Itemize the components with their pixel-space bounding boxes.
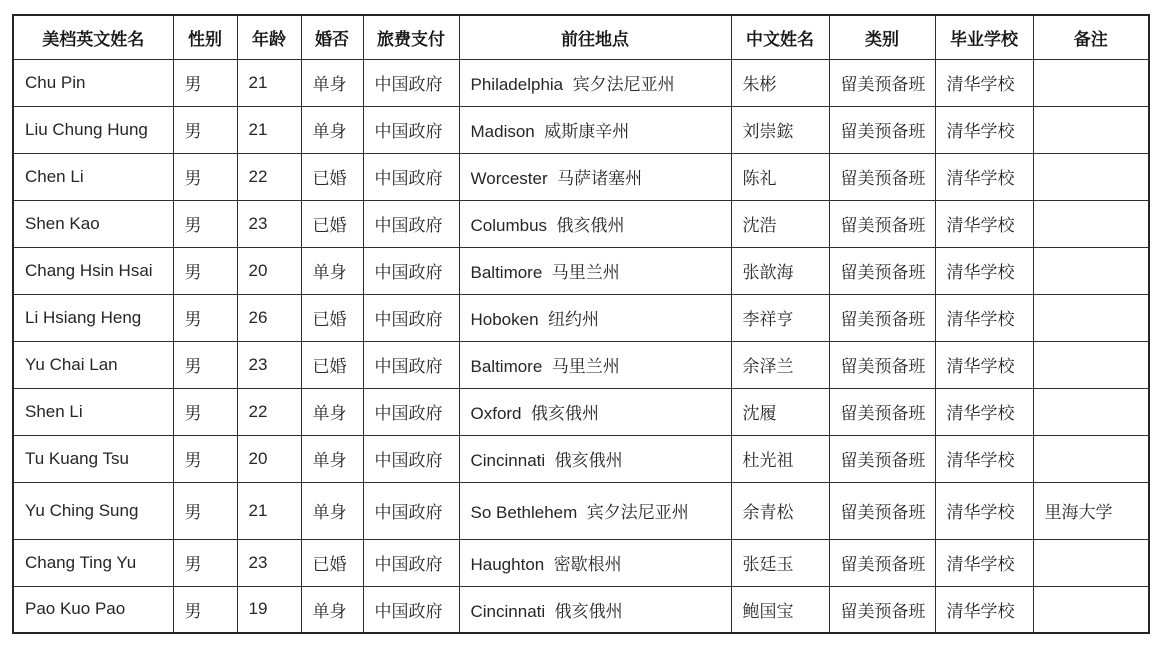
cell-category: 留美预备班 <box>829 294 935 341</box>
cell-graduated-school: 清华学校 <box>935 200 1033 247</box>
table-row <box>13 153 1149 200</box>
cell-chinese-name: 余青松 <box>731 482 829 539</box>
cell-remarks <box>1033 106 1149 153</box>
column-header-category: 类别 <box>829 15 935 59</box>
cell-english-name: Chu Pin <box>13 59 173 106</box>
cell-english-name: Chen Li <box>13 153 173 200</box>
cell-marital-status: 单身 <box>301 106 363 153</box>
cell-category: 留美预备班 <box>829 59 935 106</box>
cell-gender: 男 <box>173 435 237 482</box>
cell-destination: Madison 威斯康辛州 <box>459 106 731 153</box>
cell-english-name: Chang Hsin Hsai <box>13 247 173 294</box>
cell-english-name: Yu Chai Lan <box>13 341 173 388</box>
cell-marital-status: 已婚 <box>301 539 363 586</box>
cell-category: 留美预备班 <box>829 247 935 294</box>
cell-travel-payment: 中国政府 <box>363 435 459 482</box>
cell-english-name: Chang Ting Yu <box>13 539 173 586</box>
cell-remarks <box>1033 341 1149 388</box>
students-table <box>12 14 1150 634</box>
cell-graduated-school: 清华学校 <box>935 539 1033 586</box>
cell-travel-payment: 中国政府 <box>363 247 459 294</box>
cell-destination: Cincinnati 俄亥俄州 <box>459 435 731 482</box>
cell-chinese-name: 张歆海 <box>731 247 829 294</box>
cell-graduated-school: 清华学校 <box>935 59 1033 106</box>
cell-graduated-school: 清华学校 <box>935 482 1033 539</box>
cell-gender: 男 <box>173 586 237 633</box>
cell-english-name: Li Hsiang Heng <box>13 294 173 341</box>
column-header-destination: 前往地点 <box>459 15 731 59</box>
cell-graduated-school: 清华学校 <box>935 153 1033 200</box>
cell-category: 留美预备班 <box>829 586 935 633</box>
cell-category: 留美预备班 <box>829 106 935 153</box>
cell-graduated-school: 清华学校 <box>935 106 1033 153</box>
cell-travel-payment: 中国政府 <box>363 106 459 153</box>
cell-destination: Oxford 俄亥俄州 <box>459 388 731 435</box>
cell-gender: 男 <box>173 247 237 294</box>
column-header-gender: 性别 <box>173 15 237 59</box>
cell-marital-status: 已婚 <box>301 153 363 200</box>
cell-marital-status: 单身 <box>301 247 363 294</box>
cell-travel-payment: 中国政府 <box>363 388 459 435</box>
cell-graduated-school: 清华学校 <box>935 586 1033 633</box>
cell-chinese-name: 鲍国宝 <box>731 586 829 633</box>
cell-age: 26 <box>237 294 301 341</box>
cell-age: 23 <box>237 341 301 388</box>
cell-age: 20 <box>237 435 301 482</box>
cell-chinese-name: 朱彬 <box>731 59 829 106</box>
cell-age: 21 <box>237 59 301 106</box>
cell-category: 留美预备班 <box>829 435 935 482</box>
cell-destination: Philadelphia 宾夕法尼亚州 <box>459 59 731 106</box>
cell-travel-payment: 中国政府 <box>363 59 459 106</box>
cell-marital-status: 单身 <box>301 482 363 539</box>
cell-gender: 男 <box>173 341 237 388</box>
column-header-graduated-school: 毕业学校 <box>935 15 1033 59</box>
cell-remarks <box>1033 294 1149 341</box>
cell-category: 留美预备班 <box>829 388 935 435</box>
table-row <box>13 247 1149 294</box>
cell-remarks <box>1033 388 1149 435</box>
column-header-age: 年龄 <box>237 15 301 59</box>
cell-destination: Hoboken 纽约州 <box>459 294 731 341</box>
cell-remarks: 里海大学 <box>1033 482 1149 539</box>
cell-marital-status: 已婚 <box>301 341 363 388</box>
cell-category: 留美预备班 <box>829 341 935 388</box>
column-header-remarks: 备注 <box>1033 15 1149 59</box>
cell-remarks <box>1033 586 1149 633</box>
cell-travel-payment: 中国政府 <box>363 341 459 388</box>
table-row <box>13 539 1149 586</box>
cell-graduated-school: 清华学校 <box>935 435 1033 482</box>
table-row <box>13 435 1149 482</box>
cell-category: 留美预备班 <box>829 153 935 200</box>
cell-destination: Baltimore 马里兰州 <box>459 341 731 388</box>
table-row <box>13 200 1149 247</box>
column-header-english-name: 美档英文姓名 <box>13 15 173 59</box>
table-row <box>13 388 1149 435</box>
cell-chinese-name: 陈礼 <box>731 153 829 200</box>
cell-age: 20 <box>237 247 301 294</box>
cell-destination: So Bethlehem 宾夕法尼亚州 <box>459 482 731 539</box>
header-row <box>13 15 1149 59</box>
cell-chinese-name: 刘崇鋐 <box>731 106 829 153</box>
cell-marital-status: 单身 <box>301 388 363 435</box>
cell-remarks <box>1033 59 1149 106</box>
cell-destination: Haughton 密歇根州 <box>459 539 731 586</box>
cell-travel-payment: 中国政府 <box>363 586 459 633</box>
cell-destination: Columbus 俄亥俄州 <box>459 200 731 247</box>
cell-graduated-school: 清华学校 <box>935 341 1033 388</box>
cell-age: 22 <box>237 388 301 435</box>
table-row <box>13 482 1149 539</box>
cell-age: 23 <box>237 200 301 247</box>
cell-chinese-name: 杜光祖 <box>731 435 829 482</box>
cell-remarks <box>1033 200 1149 247</box>
cell-category: 留美预备班 <box>829 482 935 539</box>
cell-chinese-name: 张廷玉 <box>731 539 829 586</box>
table-row <box>13 294 1149 341</box>
cell-travel-payment: 中国政府 <box>363 294 459 341</box>
table-head <box>13 15 1149 59</box>
cell-marital-status: 单身 <box>301 586 363 633</box>
cell-english-name: Liu Chung Hung <box>13 106 173 153</box>
cell-travel-payment: 中国政府 <box>363 539 459 586</box>
table-row <box>13 586 1149 633</box>
cell-gender: 男 <box>173 482 237 539</box>
table-body <box>13 59 1149 633</box>
cell-remarks <box>1033 153 1149 200</box>
cell-destination: Baltimore 马里兰州 <box>459 247 731 294</box>
table-row <box>13 106 1149 153</box>
cell-marital-status: 单身 <box>301 59 363 106</box>
cell-chinese-name: 沈履 <box>731 388 829 435</box>
cell-category: 留美预备班 <box>829 200 935 247</box>
cell-chinese-name: 李祥亨 <box>731 294 829 341</box>
cell-chinese-name: 沈浩 <box>731 200 829 247</box>
cell-travel-payment: 中国政府 <box>363 153 459 200</box>
cell-gender: 男 <box>173 539 237 586</box>
cell-gender: 男 <box>173 200 237 247</box>
cell-chinese-name: 余泽兰 <box>731 341 829 388</box>
cell-age: 21 <box>237 482 301 539</box>
cell-english-name: Shen Li <box>13 388 173 435</box>
table-row <box>13 341 1149 388</box>
cell-destination: Worcester 马萨诸塞州 <box>459 153 731 200</box>
cell-age: 19 <box>237 586 301 633</box>
cell-english-name: Yu Ching Sung <box>13 482 173 539</box>
cell-marital-status: 单身 <box>301 435 363 482</box>
column-header-chinese-name: 中文姓名 <box>731 15 829 59</box>
cell-remarks <box>1033 435 1149 482</box>
cell-remarks <box>1033 247 1149 294</box>
cell-category: 留美预备班 <box>829 539 935 586</box>
cell-travel-payment: 中国政府 <box>363 200 459 247</box>
cell-english-name: Shen Kao <box>13 200 173 247</box>
cell-travel-payment: 中国政府 <box>363 482 459 539</box>
cell-gender: 男 <box>173 388 237 435</box>
table-row <box>13 59 1149 106</box>
cell-gender: 男 <box>173 294 237 341</box>
column-header-travel-payment: 旅费支付 <box>363 15 459 59</box>
cell-gender: 男 <box>173 106 237 153</box>
cell-remarks <box>1033 539 1149 586</box>
cell-age: 23 <box>237 539 301 586</box>
cell-age: 22 <box>237 153 301 200</box>
cell-graduated-school: 清华学校 <box>935 294 1033 341</box>
cell-graduated-school: 清华学校 <box>935 388 1033 435</box>
cell-age: 21 <box>237 106 301 153</box>
cell-gender: 男 <box>173 153 237 200</box>
cell-english-name: Pao Kuo Pao <box>13 586 173 633</box>
cell-marital-status: 已婚 <box>301 200 363 247</box>
cell-graduated-school: 清华学校 <box>935 247 1033 294</box>
cell-gender: 男 <box>173 59 237 106</box>
column-header-marital-status: 婚否 <box>301 15 363 59</box>
cell-english-name: Tu Kuang Tsu <box>13 435 173 482</box>
cell-marital-status: 已婚 <box>301 294 363 341</box>
cell-destination: Cincinnati 俄亥俄州 <box>459 586 731 633</box>
